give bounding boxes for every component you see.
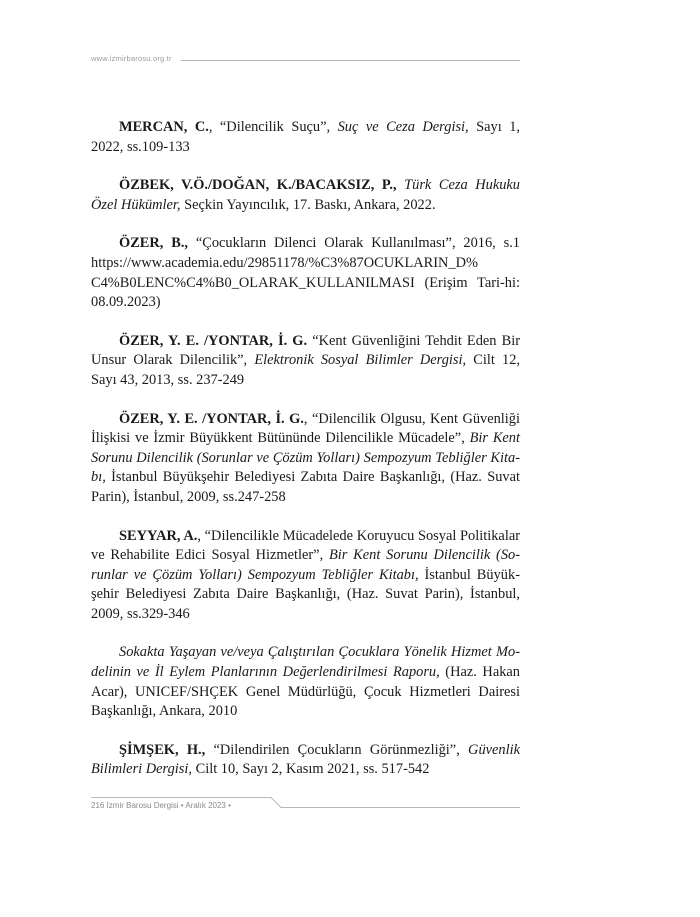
reference-journal: Bir Kent Sorunu Dilencilik (Sorunlar ve Çözüm Yolları) Sempozyum Tebliğler Kitabı, (91, 547, 521, 583)
reference-journal: Bir Kent Sorunu Dilencilik (Sorunlar ve Çözüm Yolları) Sempozyum Tebliğler Kitabı, (91, 430, 520, 486)
reference-details: Cilt 10, Sayı 2, Kasım 2021, ss. 517-542 (192, 761, 430, 778)
reference-author: ÖZER, Y. E. /YONTAR, İ. G. (119, 332, 308, 349)
reference-journal: Türk Ceza Hukuku Özel Hükümler, (91, 177, 520, 213)
reference-title: “Dilencilikle Mücadelede Koruyucu Sosyal Politikalar ve Rehabilite Edici Sosyal Hizmetler”, (91, 527, 520, 564)
reference-details: Cilt 12, Sayı 43, 2013, ss. 237-249 (91, 352, 521, 388)
reference-author: SEYYAR, A. (119, 527, 198, 544)
reference-details: , (Haz. Hakan Acar), UNICEF/SHÇEK Genel Müdürlüğü, Çocuk Hizmetleri Dairesi Başkanlığı, Ankara, 2010 (91, 664, 520, 720)
reference-entry: ÖZER, Y. E. /YONTAR, İ. G., “Dilencilik Olgusu, Kent Güvenliği İlişkisi ve İzmir Büyükkent Bütününde Dilencilikle Mücadele”, Bir Kent Sorunu Dilencilik (Sorunlar ve Çözüm Yolları) Sempozyum Tebliğler Kitabı, İstanbul Büyükşehir Belediyesi Zabıta Daire Başkanlığı, (Haz. Suvat Parin), İstanbul, 2009, ss.247-258 (91, 410, 520, 505)
reference-journal: Elektronik Sosyal Bilimler Dergisi, (254, 352, 467, 369)
reference-author: ÖZER, Y. E. /YONTAR, İ. G. (119, 410, 304, 427)
reference-author: ŞİMŞEK, H., (119, 741, 206, 758)
header-divider (181, 60, 520, 61)
reference-title: “Dilencilik Suçu”, (219, 119, 338, 135)
reference-details: İstanbul Büyükşehir Belediyesi Zabıta Daire Başkanlığı, (Haz. Suvat Parin), İstanbul, 2009, ss.329-346 (91, 566, 520, 622)
reference-details: Seçkin Yayıncılık, 17. Baskı, Ankara, 2022. (180, 196, 436, 213)
reference-entry (91, 332, 520, 391)
reference-details: “Çocukların Dilenci Olarak Kullanılması”, 2016, s.1 https://www.academia.edu/29851178/%C3%87OCUKLARIN_D%​C4%B0LENC%C4%B0_OLARAK_KULLANILMASI (Erişim Tari-hi: 08.09.2023) (91, 235, 520, 311)
footer-page-info: 216 İzmir Barosu Dergisi • Aralık 2023 • (91, 801, 231, 810)
reference-journal: Suç ve Ceza Dergisi, (337, 119, 469, 135)
reference-title: “Dilendirilen Çocukların Görünmezliği”, (213, 741, 469, 758)
reference-author: ÖZER, B., (119, 235, 189, 252)
reference-title: “Kent Güvenliğini Tehdit Eden Bir Unsur Olarak Dilencilik”, (91, 332, 520, 369)
reference-entry: SEYYAR, A., “Dilencilikle Mücadelede Koruyucu Sosyal Politikalar ve Rehabilite Edici Sosyal Hizmetler”, Bir Kent Sorunu Dilencilik (Sorunlar ve Çözüm Yolları) Sempozyum Tebliğler Kitabı, İstanbul Büyükşehir Belediyesi Zabıta Daire Başkanlığı, (Haz. Suvat Parin), İstanbul, 2009, ss.329-346 (91, 527, 521, 622)
reference-entry (91, 643, 520, 721)
reference-entry: MERCAN, C., “Dilencilik Suçu”, Suç ve Ceza Dergisi, Sayı 1, 2022, ss.109-133 (91, 119, 520, 155)
header-url: www.izmirbarosu.org.tr (91, 54, 172, 63)
reference-list (91, 118, 520, 799)
reference-title: “Dilencilik Olgusu, Kent Güvenliği İlişkisi ve İzmir Büyükkent Bütününde Dilencilikle Mücadele”, (91, 410, 520, 447)
reference-details: Sayı 1, 2022, ss.109-133 (91, 119, 520, 155)
reference-entry (91, 234, 520, 312)
reference-author: MERCAN, C. (119, 119, 209, 135)
reference-entry (91, 176, 520, 215)
reference-journal: Güvenlik Bilimleri Dergisi, (91, 741, 520, 778)
reference-entry (91, 741, 520, 780)
reference-author: ÖZBEK, V.Ö./DOĞAN, K./BACAKSIZ, P., (119, 177, 397, 194)
reference-details: İstanbul Büyükşehir Belediyesi Zabıta Daire Başkanlığı, (Haz. Suvat Parin), İstanbul, 2009, ss.247-258 (91, 469, 520, 505)
reference-journal: Sokakta Yaşayan ve/veya Çalıştırılan Çocuklara Yönelik Hizmet Modelinin ve İl Eylem Planlarının Değerlendirilmesi Raporu (91, 644, 520, 681)
